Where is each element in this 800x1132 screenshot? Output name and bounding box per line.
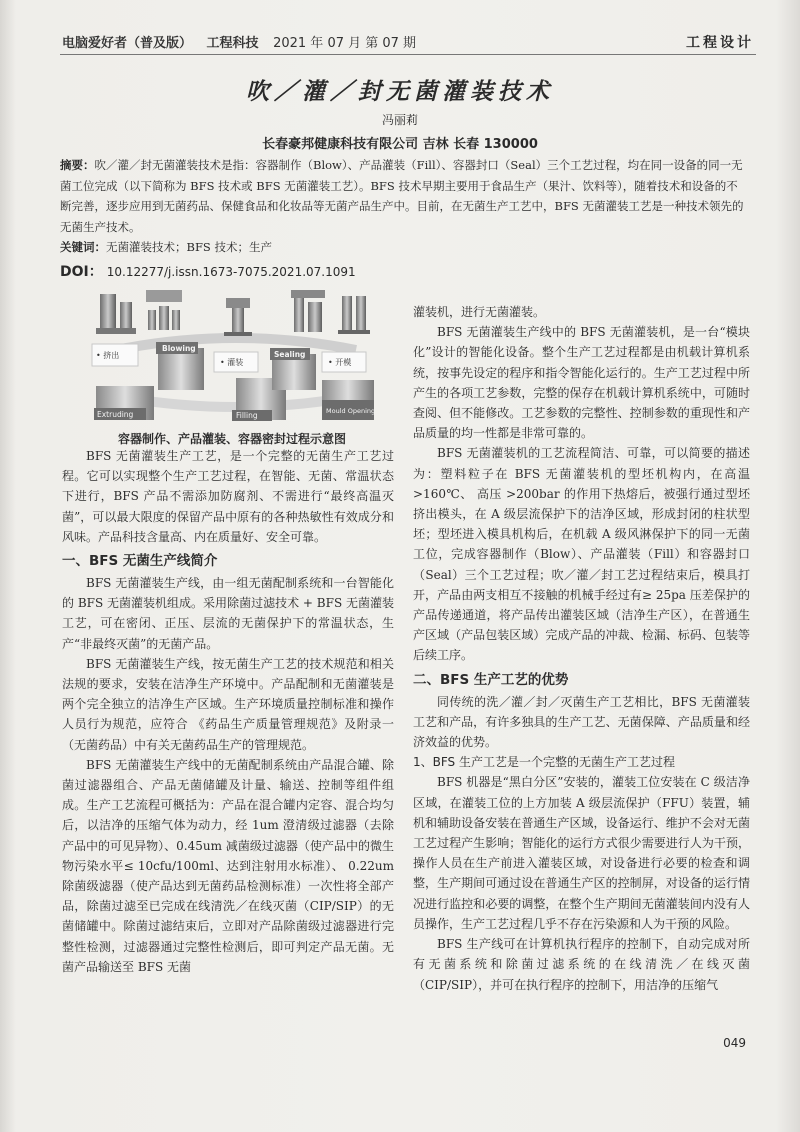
paragraph: BFS 无菌灌装生产线中的 BFS 无菌灌装机，是一台“模块化”设计的智能化设备。整个生产工艺过程都是由机载计算机系统，按事先设定的程序和指令智能化运行的。生产工艺过程中所产生的各项工艺参数，完整的保存在机载计算机系统中，可随时查阅、但不能修改。工艺参数的完整性、控制参数的重现性和产品质量的均一性都是非常可靠的。	[413, 325, 750, 441]
paragraph: 同传统的洗／灌／封／灭菌生产工艺相比，BFS 无菌灌装工艺和产品，有许多独具的生产工艺、无菌保障、产品质量和经济效益的优势。	[413, 694, 750, 750]
fill-label-cn: • 灌装	[220, 358, 244, 367]
paragraph: BFS 无菌灌装生产线，由一组无菌配制系统和一台智能化的 BFS 无菌灌装机组成。采用除菌过滤技术 + BFS 无菌灌装工艺，可在密闭、正压、层流的无菌保护下的常温状态，生产“非最终灭菌”的无菌产品。	[62, 576, 394, 651]
flow-arrow	[116, 338, 356, 350]
abstract-text: 吹／灌／封无菌灌装技术是指：容器制作（Blow）、产品灌装（Fill）、容器封口（Seal）三个工艺过程，均在同一设备的同一无菌工位完成（以下简称为 BFS 技术或 BFS 无菌灌装工艺）。BFS 技术早期主要用于食品生产（果汁、饮料等），随着技术和设备的不断完善，逐步应用到无菌药品、保健食品和化妆品等无菌产品生产中。目前，在无菌生产工艺中，BFS 无菌灌装工艺是一种技术领先的无菌生产技术。	[60, 158, 744, 234]
machine-sealing	[291, 290, 325, 332]
journal-name: 电脑爱好者（普及版）	[62, 36, 193, 51]
section-heading-2: 二、BFS 生产工艺的优势	[413, 671, 569, 688]
paragraph: BFS 机器是“黑白分区”安装的，灌装工位安装在 C 级洁净区域，在灌装工位的上方加装 A 级层流保护（FFU）装置，辅机和辅助设备安装在普通生产区域，设备运行、维护不会对无菌工艺过程产生影响；智能化的运行方式很少需要进行人为干预，操作人员在生产前进入灌装区域，对设备进行必要的检查和调整，生产期间可通过设在普通生产区的控制屏，对设备的运行情况进行监控和必要的调整，在整个生产期间无菌灌装间内没有人员操作，生产工艺过程几乎不存在污染源和人为干预的风险。	[413, 775, 750, 931]
abstract-label: 摘要：	[60, 158, 95, 172]
section-name: 工程科技	[206, 36, 259, 51]
machine-blowing	[146, 290, 182, 330]
paragraph-continued: 灌装机，进行无菌灌装。	[413, 305, 546, 319]
header-rule	[60, 54, 756, 55]
keywords	[60, 239, 272, 255]
machine-extruding	[96, 294, 136, 334]
article-title: 吹／灌／封无菌灌装技术	[246, 78, 554, 105]
keywords-text: 无菌灌装技术；BFS 技术；生产	[106, 240, 272, 254]
doi-label: DOI：	[60, 264, 103, 280]
paragraph: BFS 生产线可在计算机执行程序的控制下，自动完成对所有无菌系统和除菌过滤系统的在线清洗／在线灭菌（CIP/SIP），并可在执行程序的控制下，用洁净的压缩气	[413, 937, 750, 992]
process-figure	[86, 288, 386, 428]
doi-text: 10.12277/j.issn.1673-7075.2021.07.1091	[106, 265, 356, 279]
paragraph: BFS 无菌灌装机的工艺流程简洁、可靠，可以简要的描述为：塑料粒子在 BFS 无菌灌装机的型坯机构内，在高温 >160℃、 高压 >200bar 的作用下热熔后，被强行通过型坯挤出模头，在 A 级层流保护下的洁净区域，形成封闭的柱状型坯；型坯进入模具机构后，在机载 A 级风淋保护下的同一无菌工位，完成容器制作（Blow）、产品灌装（Fill）和容器封口（Seal）三个工艺过程；吹／灌／封工艺过程结束后，模具打开，产品由两支相互不接触的机械手经过有≥ 25pa 压差保护的产品传递通道，将产品传出灌装区域（洁净生产区），在普通生产区域（产品包装区域）完成产品的冲裁、检漏、标码、包装等后续工序。	[413, 446, 750, 663]
running-header	[62, 32, 426, 51]
affiliation: 长春豪邦健康科技有限公司 吉林 长春 130000	[262, 137, 538, 152]
column-title: 工程设计	[686, 35, 754, 51]
doi	[60, 261, 356, 281]
keywords-label: 关键词：	[60, 240, 106, 254]
page-number: 049	[723, 1036, 746, 1050]
paragraph: BFS 无菌灌装生产线中的无菌配制系统由产品混合罐、除菌过滤器组合、产品无菌储罐及计量、输送、控制等组件组成。生产工艺流程可概括为：产品在混合罐内定容、混合均匀后，以洁净的压缩气体为动力，经 1um 澄清级过滤器（去除产品中的可见异物）、0.45um 减菌级过滤器（使产品中的微生物污染水平≤ 10cfu/100ml、达到注射用水标准）、 0.22um 除菌级滤器（使产品达到无菌药品检测标准）一次性将全部产品，除菌过滤至已完成在线清洗／在线灭菌（CIP/SIP）的无菌储罐中。除菌过滤结束后，立即对产品除菌级过滤器进行完整性检测，过滤器通过完整性检测后，即可判定产品无菌。无菌产品输送至 BFS 无菌	[62, 757, 394, 974]
section-heading-1: 一、BFS 无菌生产线简介	[62, 553, 218, 570]
mould-blowing	[158, 348, 204, 390]
abstract	[60, 155, 748, 237]
machine-filling	[224, 298, 252, 336]
author: 冯丽莉	[381, 113, 418, 127]
right-column	[413, 302, 750, 995]
extrude-label-cn: • 挤出	[96, 351, 120, 360]
extrude-label-en: Extruding	[97, 410, 134, 419]
open-label-en: Mould Opening	[326, 407, 376, 415]
figure-caption: 容器制作、产品灌装、容器密封过程示意图	[117, 432, 346, 446]
seal-label: Sealing	[274, 350, 306, 359]
issue-date: 2021 年 07 月 第 07 期	[273, 36, 417, 51]
paragraph: BFS 无菌灌装生产线，按无菌生产工艺的技术规范和相关法规的要求，安装在洁净生产环境中。产品配制和无菌灌装是两个完全独立的洁净生产区域。生产环境质量控制标准和操作人员行为规范，应符合 《药品生产质量管理规范》及附录一（无菌药品）中有关无菌药品生产的管理规范。	[62, 656, 394, 752]
open-label-cn: • 开模	[328, 358, 352, 367]
fill-label-en: Filling	[236, 411, 258, 420]
left-column	[62, 446, 394, 977]
blow-label: Blowing	[162, 344, 196, 353]
intro-paragraph: BFS 无菌灌装生产工艺，是一个完整的无菌生产工艺过程。它可以实现整个生产工艺过程，在智能、无菌、常温状态下进行，BFS 产品不需添加防腐剂、不需进行“最终高温灭菌”，可以最大限度的保留产品中原有的各种热敏性有效成分和风味。产品科技含量高、内在质量好、安全可靠。	[62, 449, 394, 544]
machine-opening	[338, 296, 370, 334]
subsection-heading: 1、BFS 生产工艺是一个完整的无菌生产工艺过程	[413, 755, 675, 770]
